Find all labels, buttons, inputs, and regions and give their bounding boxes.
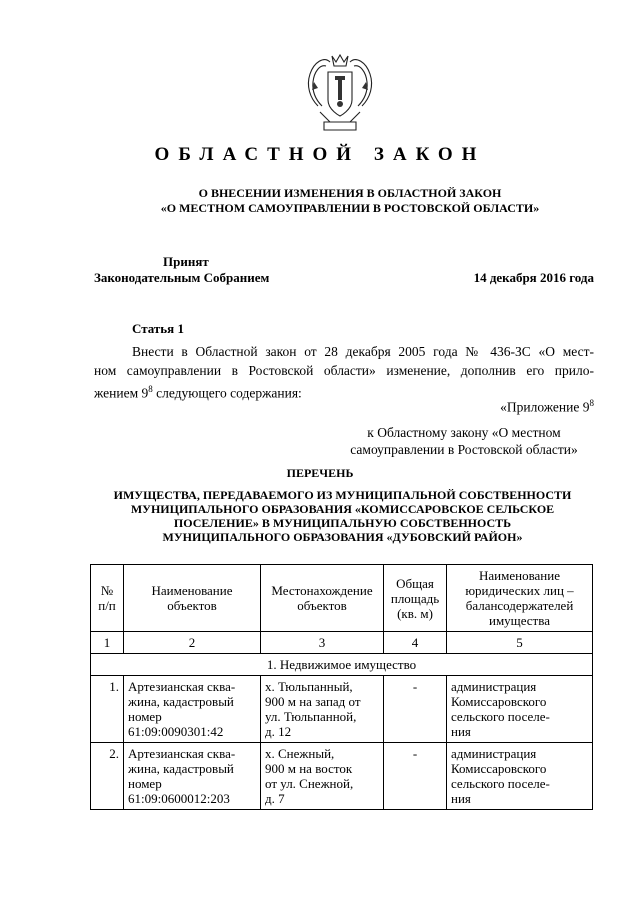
article-title: Статья 1 (132, 321, 184, 336)
column-number: 4 (384, 632, 447, 654)
body-text-fragment: жением 9 (94, 385, 149, 401)
row-number: 1. (91, 676, 124, 743)
appendix-superscript: 8 (589, 398, 594, 408)
cell-line: администрация (451, 679, 537, 694)
cell-line: 61:09:0090301:42 (128, 724, 224, 739)
cell-line: номер (128, 709, 162, 724)
balance-holder (447, 743, 593, 810)
object-name (124, 743, 261, 810)
appendix-heading-text: «Приложение 9 (500, 399, 590, 415)
subtitle-line: «О МЕСТНОМ САМОУПРАВЛЕНИИ В РОСТОВСКОЙ ОБЛАСТИ» (160, 201, 540, 215)
list-title: ПЕРЕЧЕНЬ (286, 466, 354, 480)
article-body (94, 342, 594, 403)
header-name (124, 565, 261, 632)
object-area: - (384, 676, 447, 743)
cell-line: 61:09:0600012:203 (128, 791, 230, 806)
header-text: имущества (489, 613, 550, 628)
header-text: площадь (390, 590, 440, 606)
header-text: балансодержателей (465, 598, 574, 613)
adopted-label: Принят (163, 254, 209, 269)
header-text: п/п (98, 598, 116, 613)
header-location (261, 565, 384, 632)
cell-line: жина, кадастровый (128, 694, 234, 709)
header-text: Местонахождение (271, 583, 373, 598)
list-subtitle-line: ПОСЕЛЕНИЕ» В МУНИЦИПАЛЬНУЮ СОБСТВЕННОСТЬ (173, 516, 512, 530)
header-text: объектов (297, 598, 347, 613)
object-area: - (384, 743, 447, 810)
appendix-line: к Областному закону «О местном (367, 425, 561, 440)
cell-line: Комиссаровского (451, 761, 547, 776)
cell-line: х. Снежный, (265, 746, 335, 761)
list-subtitle-line: ИМУЩЕСТВА, ПЕРЕДАВАЕМОГО ИЗ МУНИЦИПАЛЬНОЙ СОБСТВЕННОСТИ (113, 488, 572, 502)
header-text: Общая (396, 575, 434, 591)
adopted-date: 14 декабря 2016 года (473, 270, 594, 285)
appendix-line: самоуправлении в Ростовской области» (350, 442, 578, 457)
row-number: 2. (91, 743, 124, 810)
body-superscript: 8 (148, 384, 153, 394)
header-text: Наименование (151, 583, 233, 598)
body-line: ном самоуправлении в Ростовской области» изменение, дополнив его прило- (94, 363, 594, 378)
coat-of-arms-emblem (300, 52, 380, 134)
cell-line: ул. Тюльпанной, (265, 709, 357, 724)
property-table (90, 564, 593, 810)
list-subtitle-line: МУНИЦИПАЛЬНОГО ОБРАЗОВАНИЯ «КОМИССАРОВСКОЕ СЕЛЬСКОЕ (130, 502, 555, 516)
cell-line: Артезианская сква- (128, 679, 236, 694)
cell-line: х. Тюльпанный, (265, 679, 353, 694)
column-number: 3 (261, 632, 384, 654)
appendix-reference (334, 424, 594, 458)
body-line: Внести в Областной закон от 28 декабря 2005 года № 436-ЗС «О мест- (132, 344, 594, 359)
cell-line: ния (451, 791, 471, 806)
subtitle-line: О ВНЕСЕНИИ ИЗМЕНЕНИЯ В ОБЛАСТНОЙ ЗАКОН (198, 186, 502, 200)
header-number (91, 565, 124, 632)
body-text-fragment: следующего содержания: (152, 385, 302, 401)
law-subtitle (60, 186, 640, 216)
list-subtitle-line: МУНИЦИПАЛЬНОГО ОБРАЗОВАНИЯ «ДУБОВСКИЙ РАЙОН» (162, 530, 523, 544)
object-name (124, 676, 261, 743)
header-text: юридических лиц – (465, 583, 574, 598)
section-title: 1. Недвижимое имущество (91, 654, 593, 676)
cell-line: сельского поселе- (451, 776, 550, 791)
appendix-heading (500, 398, 594, 416)
object-location (261, 676, 384, 743)
object-location (261, 743, 384, 810)
cell-line: 900 м на восток (265, 761, 353, 776)
column-number: 5 (447, 632, 593, 654)
cell-line: 900 м на запад от (265, 694, 361, 709)
table-row (91, 743, 593, 810)
header-text: (кв. м) (397, 605, 433, 621)
cell-line: д. 7 (265, 791, 285, 806)
cell-line: жина, кадастровый (128, 761, 234, 776)
law-title: ОБЛАСТНОЙ ЗАКОН (154, 144, 486, 165)
table-header-row (91, 565, 593, 632)
header-text: № (100, 583, 114, 598)
column-number: 2 (124, 632, 261, 654)
cell-line: номер (128, 776, 162, 791)
cell-line: д. 12 (265, 724, 292, 739)
header-text: объектов (167, 598, 217, 613)
column-number: 1 (91, 632, 124, 654)
column-number-row (91, 632, 593, 654)
header-text: Наименование (479, 568, 560, 583)
section-row (91, 654, 593, 676)
cell-line: Комиссаровского (451, 694, 547, 709)
list-subtitle (90, 488, 595, 544)
cell-line: сельского поселе- (451, 709, 550, 724)
adopted-by: Законодательным Собранием (94, 270, 270, 285)
cell-line: от ул. Снежной, (265, 776, 354, 791)
balance-holder (447, 676, 593, 743)
cell-line: администрация (451, 746, 537, 761)
table-row (91, 676, 593, 743)
header-holder (447, 565, 593, 632)
header-area (384, 565, 447, 632)
cell-line: ния (451, 724, 471, 739)
cell-line: Артезианская сква- (128, 746, 236, 761)
